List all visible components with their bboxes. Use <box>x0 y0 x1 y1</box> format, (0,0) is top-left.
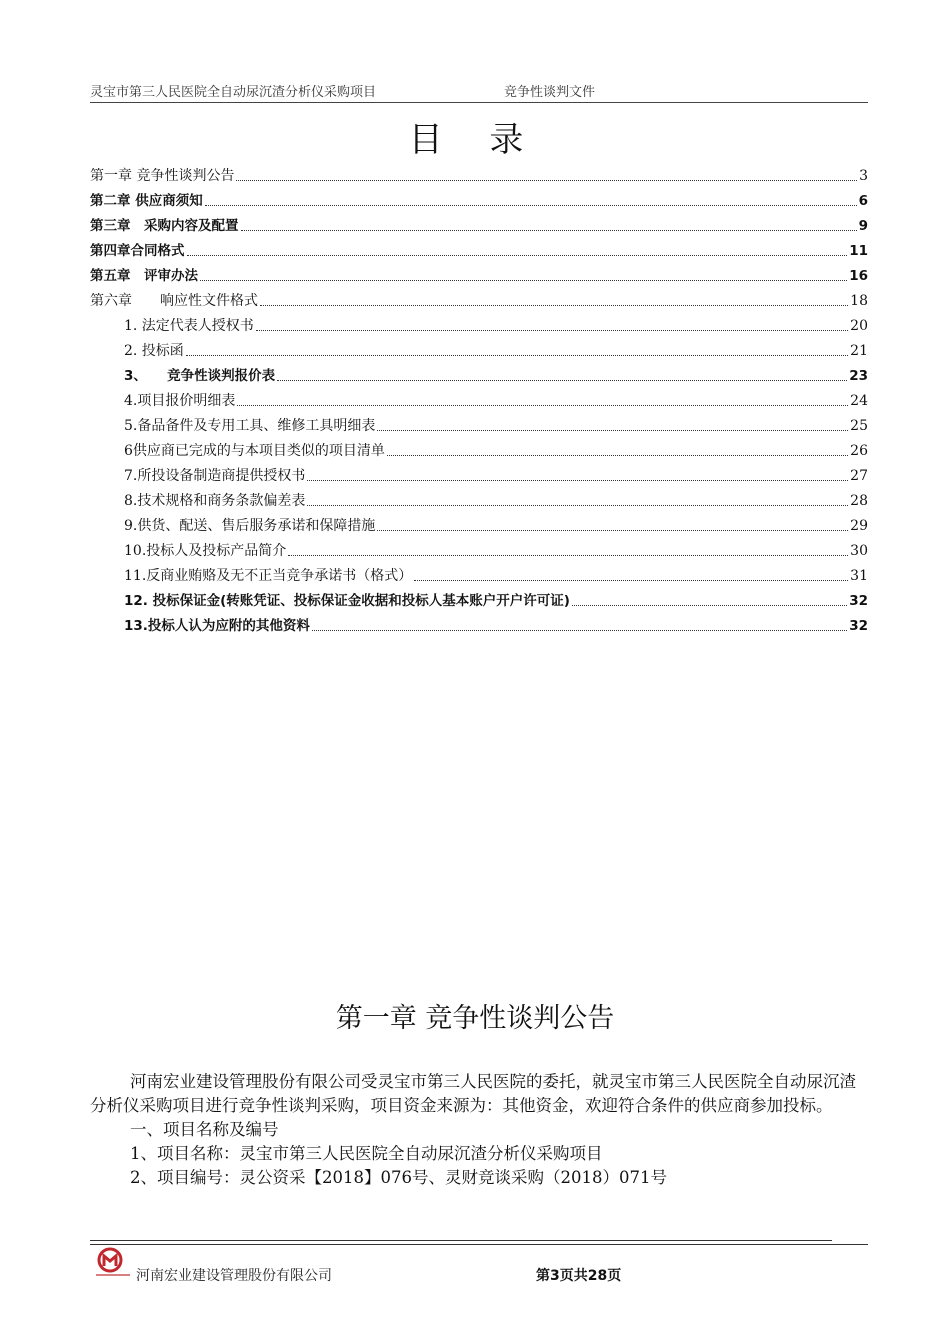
toc-leader-dots <box>187 254 848 256</box>
toc-entry-label: 4.项目报价明细表 <box>124 393 236 409</box>
toc-entry[interactable] <box>90 210 868 235</box>
table-of-contents <box>90 160 868 635</box>
toc-entry-page: 26 <box>850 443 868 459</box>
toc-entry-label: 10.投标人及投标产品简介 <box>124 543 287 559</box>
toc-entry-label: 5.备品备件及专用工具、维修工具明细表 <box>124 418 376 434</box>
section-body <box>90 1070 870 1190</box>
toc-entry[interactable] <box>90 485 868 510</box>
toc-leader-dots <box>260 304 848 306</box>
toc-entry[interactable] <box>90 260 868 285</box>
toc-entry-page: 24 <box>850 393 868 409</box>
toc-leader-dots <box>377 529 848 531</box>
toc-entry[interactable] <box>90 535 868 560</box>
company-logo-icon <box>94 1246 134 1280</box>
toc-entry-page: 6 <box>858 193 868 209</box>
header-project-name: 灵宝市第三人民医院全自动尿沉渣分析仪采购项目 <box>90 85 377 100</box>
toc-leader-dots <box>277 379 847 381</box>
toc-entry-label: 13.投标人认为应附的其他资料 <box>124 618 310 634</box>
toc-entry-page: 29 <box>850 518 868 534</box>
footer-company: 河南宏业建设管理股份有限公司 <box>136 1268 332 1284</box>
toc-entry-label: 第六章 响应性文件格式 <box>90 293 258 309</box>
toc-entry-page: 11 <box>849 243 868 259</box>
toc-entry[interactable] <box>90 460 868 485</box>
toc-entry-label: 9.供货、配送、售后服务承诺和保障措施 <box>124 518 376 534</box>
toc-entry[interactable] <box>90 435 868 460</box>
toc-entry[interactable] <box>90 610 868 635</box>
toc-entry-page: 9 <box>858 218 868 234</box>
toc-leader-dots <box>307 504 848 506</box>
toc-entry[interactable] <box>90 360 868 385</box>
toc-leader-dots <box>237 404 848 406</box>
toc-entry[interactable] <box>90 510 868 535</box>
toc-entry-label: 12. 投标保证金(转账凭证、投标保证金收据和投标人基本账户开户许可证) <box>124 593 570 609</box>
toc-leader-dots <box>387 454 848 456</box>
toc-entry-label: 第一章 竞争性谈判公告 <box>90 168 235 184</box>
toc-entry-label: 3、 竞争性谈判报价表 <box>124 368 276 384</box>
project-name-line: 1、项目名称：灵宝市第三人民医院全自动尿沉渣分析仪采购项目 <box>130 1144 603 1163</box>
toc-entry[interactable] <box>90 160 868 185</box>
logo-underline <box>96 1274 130 1276</box>
toc-entry-label: 8.技术规格和商务条款偏差表 <box>124 493 306 509</box>
toc-entry-label: 第二章 供应商须知 <box>90 193 203 209</box>
toc-entry-page: 3 <box>859 168 868 184</box>
toc-entry[interactable] <box>90 335 868 360</box>
toc-entry-page: 28 <box>850 493 868 509</box>
toc-entry-label: 第五章 评审办法 <box>90 268 198 284</box>
toc-entry-page: 32 <box>849 593 868 609</box>
toc-leader-dots <box>288 554 848 556</box>
toc-entry-label: 2. 投标函 <box>124 343 184 359</box>
toc-entry-label: 1. 法定代表人授权书 <box>124 318 254 334</box>
toc-leader-dots <box>236 179 857 181</box>
toc-entry[interactable] <box>90 285 868 310</box>
toc-leader-dots <box>377 429 848 431</box>
toc-entry-page: 32 <box>849 618 868 634</box>
toc-entry[interactable] <box>90 585 868 610</box>
logo-mark <box>104 1256 116 1266</box>
page-header <box>90 78 868 103</box>
toc-leader-dots <box>414 579 848 581</box>
toc-entry-label: 7.所投设备制造商提供授权书 <box>124 468 306 484</box>
toc-leader-dots <box>241 229 857 231</box>
toc-leader-dots <box>572 604 847 606</box>
toc-entry-page: 27 <box>850 468 868 484</box>
toc-entry-label: 第四章合同格式 <box>90 243 185 259</box>
toc-title: 目 录 <box>408 120 542 160</box>
toc-entry-page: 31 <box>850 568 868 584</box>
toc-entry-page: 18 <box>850 293 868 309</box>
toc-entry-label: 6供应商已完成的与本项目类似的项目清单 <box>124 443 385 459</box>
toc-entry[interactable] <box>90 385 868 410</box>
section-title: 第一章 竞争性谈判公告 <box>335 1003 615 1034</box>
toc-entry-label: 第三章 采购内容及配置 <box>90 218 239 234</box>
toc-entry[interactable] <box>90 410 868 435</box>
toc-entry-page: 16 <box>849 268 868 284</box>
toc-leader-dots <box>312 629 847 631</box>
toc-leader-dots <box>200 279 847 281</box>
toc-entry-page: 25 <box>850 418 868 434</box>
toc-leader-dots <box>307 479 848 481</box>
subheading-project: 一、项目名称及编号 <box>130 1120 279 1139</box>
footer-page-number: 第3页共28页 <box>536 1268 622 1284</box>
toc-entry-page: 30 <box>850 543 868 559</box>
toc-entry-page: 21 <box>850 343 868 359</box>
toc-leader-dots <box>205 204 857 206</box>
project-number-line: 2、项目编号：灵公资采【2018】076号、灵财竞谈采购（2018）071号 <box>130 1168 667 1187</box>
footer-divider-2 <box>90 1244 868 1245</box>
footer-divider <box>90 1240 832 1241</box>
toc-entry-label: 11.反商业贿赂及无不正当竞争承诺书（格式） <box>124 568 413 584</box>
toc-entry[interactable] <box>90 235 868 260</box>
toc-entry[interactable] <box>90 310 868 335</box>
intro-paragraph: 河南宏业建设管理股份有限公司受灵宝市第三人民医院的委托，就灵宝市第三人民医院全自动尿沉渣分析仪采购项目进行竞争性谈判采购，项目资金来源为：其他资金，欢迎符合条件的供应商参加投标。 <box>90 1072 856 1115</box>
toc-entry[interactable] <box>90 185 868 210</box>
toc-entry-page: 20 <box>850 318 868 334</box>
toc-leader-dots <box>186 354 848 356</box>
toc-entry-page: 23 <box>849 368 868 384</box>
toc-leader-dots <box>256 329 848 331</box>
header-doc-type: 竞争性谈判文件 <box>504 85 596 100</box>
toc-entry[interactable] <box>90 560 868 585</box>
